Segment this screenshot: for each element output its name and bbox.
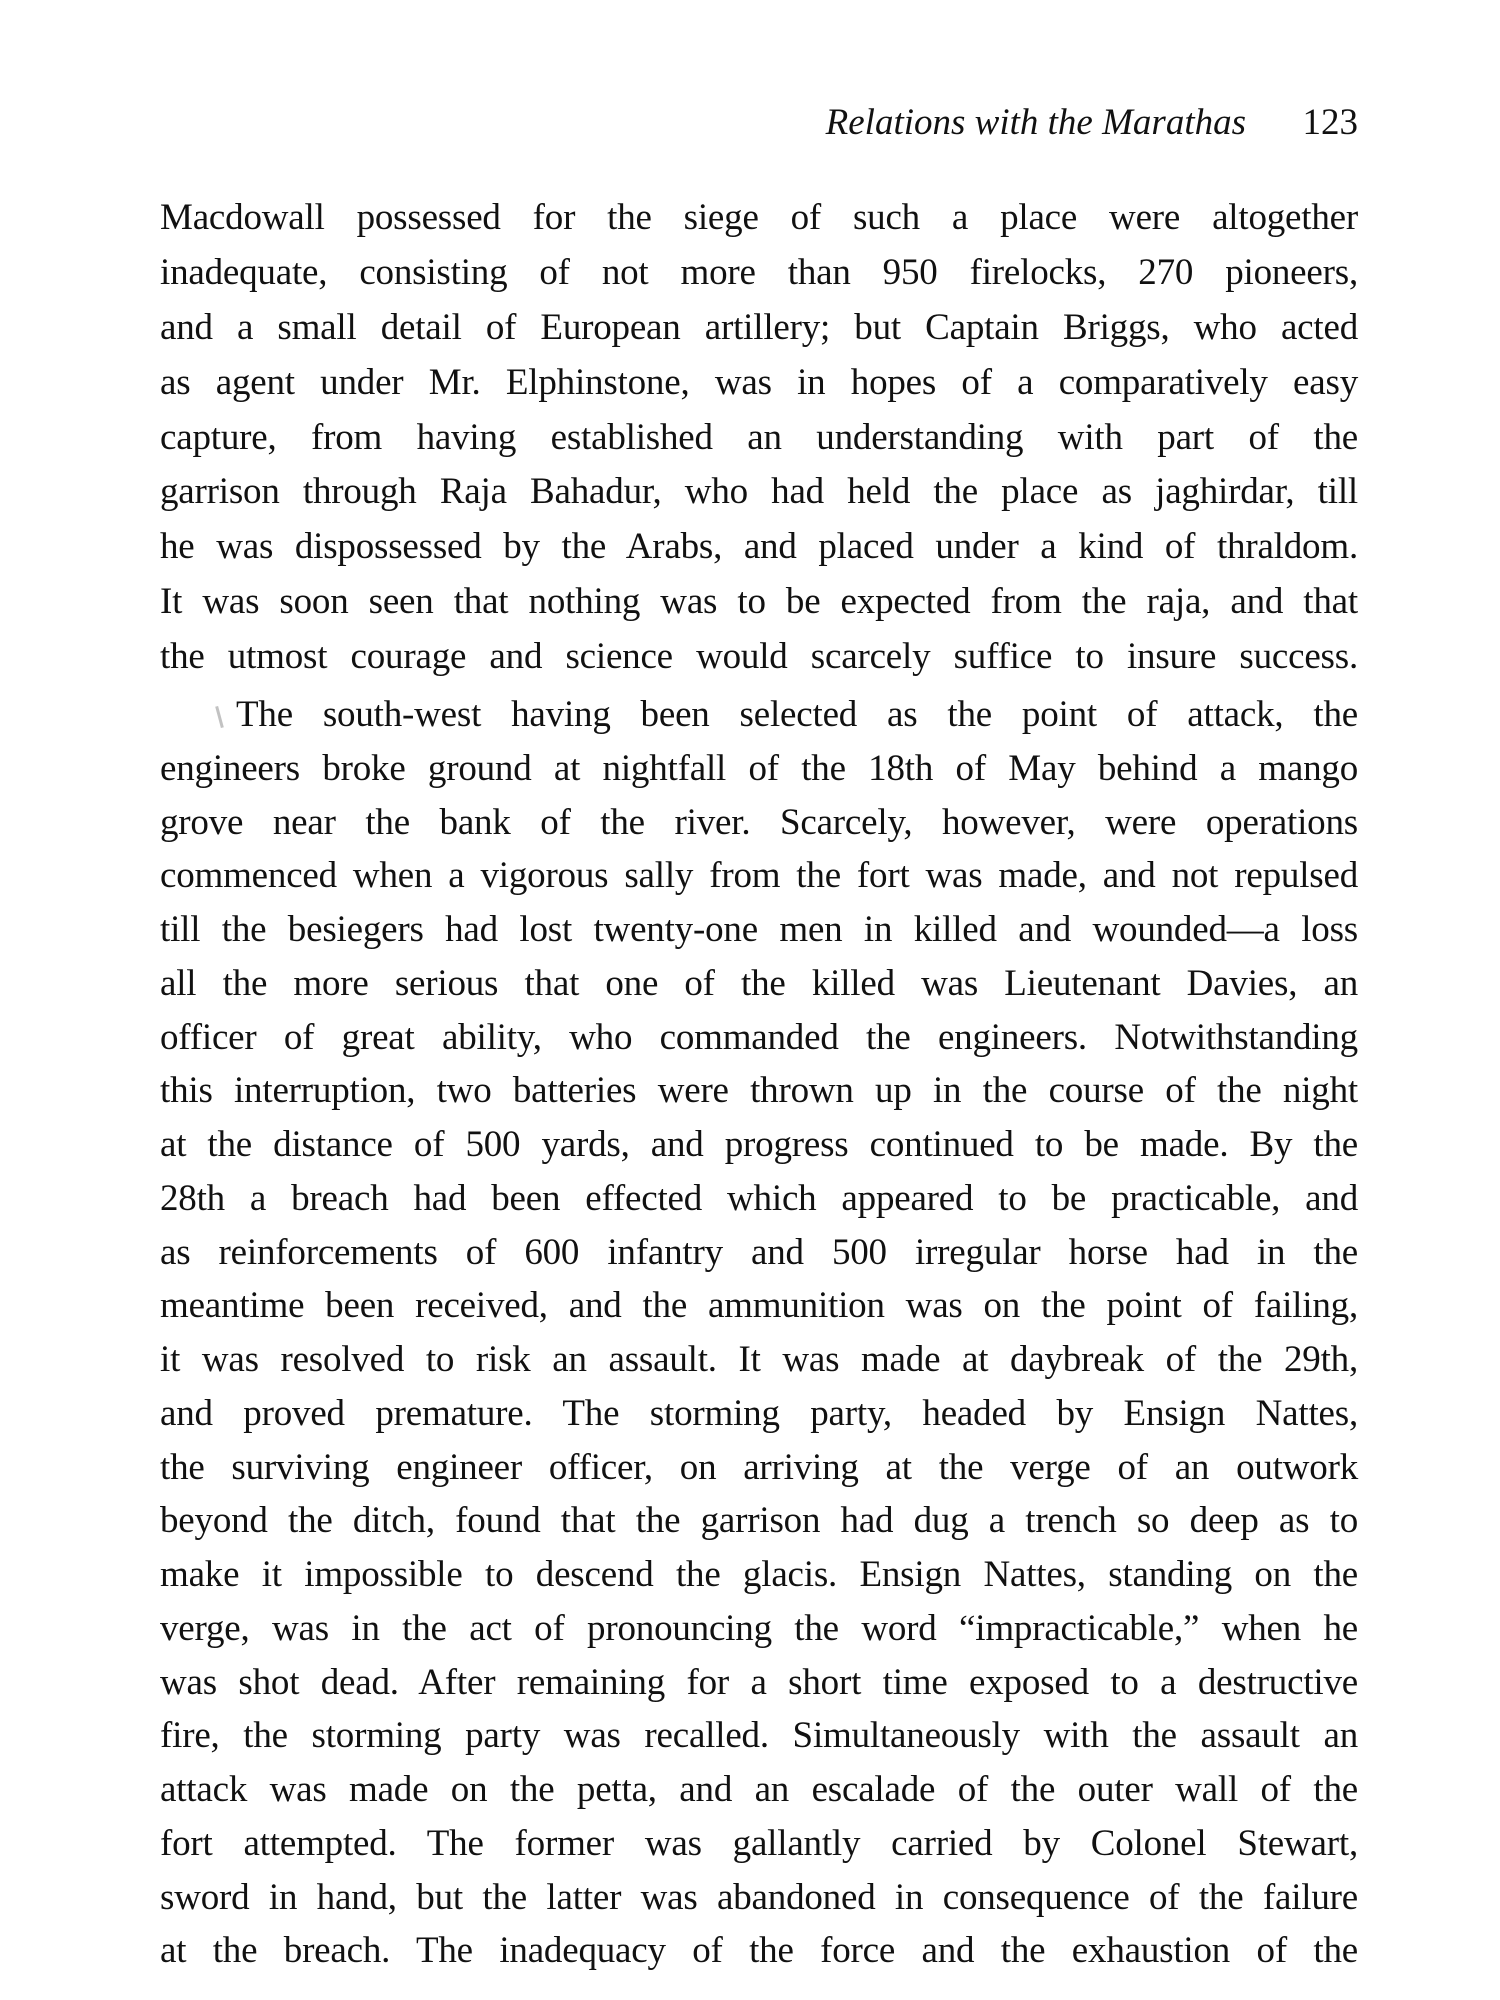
text-line: fire, the storming party was recalled. Simultaneously with the assault an	[160, 1715, 1358, 1757]
text-line: as reinforcements of 600 infantry and 500 irregular horse had in the	[160, 1231, 1358, 1273]
text-line: and proved premature. The storming party, headed by Ensign Nattes,	[160, 1392, 1358, 1434]
text-line: grove near the bank of the river. Scarcely, however, were operations	[160, 801, 1358, 843]
text-line: 28th a breach had been effected which appeared to be practicable, and	[160, 1177, 1358, 1219]
text-line: officer of great ability, who commanded the engineers. Notwithstanding	[160, 1016, 1358, 1058]
text-line: inadequate, consisting of not more than 950 firelocks, 270 pioneers,	[160, 251, 1358, 293]
text-line: meantime been received, and the ammunition was on the point of failing,	[160, 1285, 1358, 1327]
text-line: and a small detail of European artillery; but Captain Briggs, who acted	[160, 306, 1358, 348]
text-line: make it impossible to descend the glacis. Ensign Nattes, standing on the	[160, 1554, 1358, 1595]
text-line: as agent under Mr. Elphinstone, was in hopes of a comparatively easy	[160, 361, 1358, 403]
text-line: at the breach. The inadequacy of the force and the exhaustion of the	[160, 1930, 1358, 1972]
running-title: Relations with the Marathas	[825, 102, 1246, 143]
text-line: It was soon seen that nothing was to be expected from the raja, and that	[160, 581, 1358, 623]
paragraph-2	[160, 688, 1358, 1978]
page-number: 123	[1302, 102, 1358, 143]
text-line: it was resolved to risk an assault. It was made at daybreak of the 29th,	[160, 1339, 1358, 1380]
text-line: sword in hand, but the latter was abandoned in consequence of the failure	[160, 1876, 1358, 1918]
text-line: was shot dead. After remaining for a short time exposed to a destructive	[160, 1661, 1358, 1703]
text-line: the surviving engineer officer, on arriving at the verge of an outwork	[160, 1446, 1358, 1488]
text-line: garrison through Raja Bahadur, who had held the place as jaghirdar, till	[160, 471, 1358, 513]
text-line: fort attempted. The former was gallantly carried by Colonel Stewart,	[160, 1822, 1358, 1864]
paragraph-1	[160, 191, 1358, 685]
text-line: till the besiegers had lost twenty-one men in killed and wounded—a loss	[160, 909, 1358, 950]
text-line: at the distance of 500 yards, and progress continued to be made. By the	[160, 1124, 1358, 1165]
text-line: he was dispossessed by the Arabs, and placed under a kind of thraldom.	[160, 526, 1358, 568]
text-line: beyond the ditch, found that the garrison had dug a trench so deep as to	[160, 1500, 1358, 1542]
text-line: verge, was in the act of pronouncing the word “impracticable,” when he	[160, 1607, 1358, 1649]
text-line: this interruption, two batteries were thrown up in the course of the night	[160, 1070, 1358, 1112]
text-line: attack was made on the petta, and an escalade of the outer wall of the	[160, 1769, 1358, 1810]
text-line: commenced when a vigorous sally from the fort was made, and not repulsed	[160, 855, 1358, 897]
running-header	[0, 100, 1358, 146]
text-line: the utmost courage and science would scarcely suffice to insure success.	[160, 636, 1358, 678]
text-line: engineers broke ground at nightfall of the 18th of May behind a mango	[160, 747, 1358, 789]
text-line: capture, from having established an understanding with part of the	[160, 416, 1358, 458]
text-line: The south-west having been selected as the point of attack, the	[236, 694, 1358, 735]
text-line: Macdowall possessed for the siege of such a place were altogether	[160, 197, 1358, 238]
text-line: all the more serious that one of the killed was Lieutenant Davies, an	[160, 962, 1358, 1004]
